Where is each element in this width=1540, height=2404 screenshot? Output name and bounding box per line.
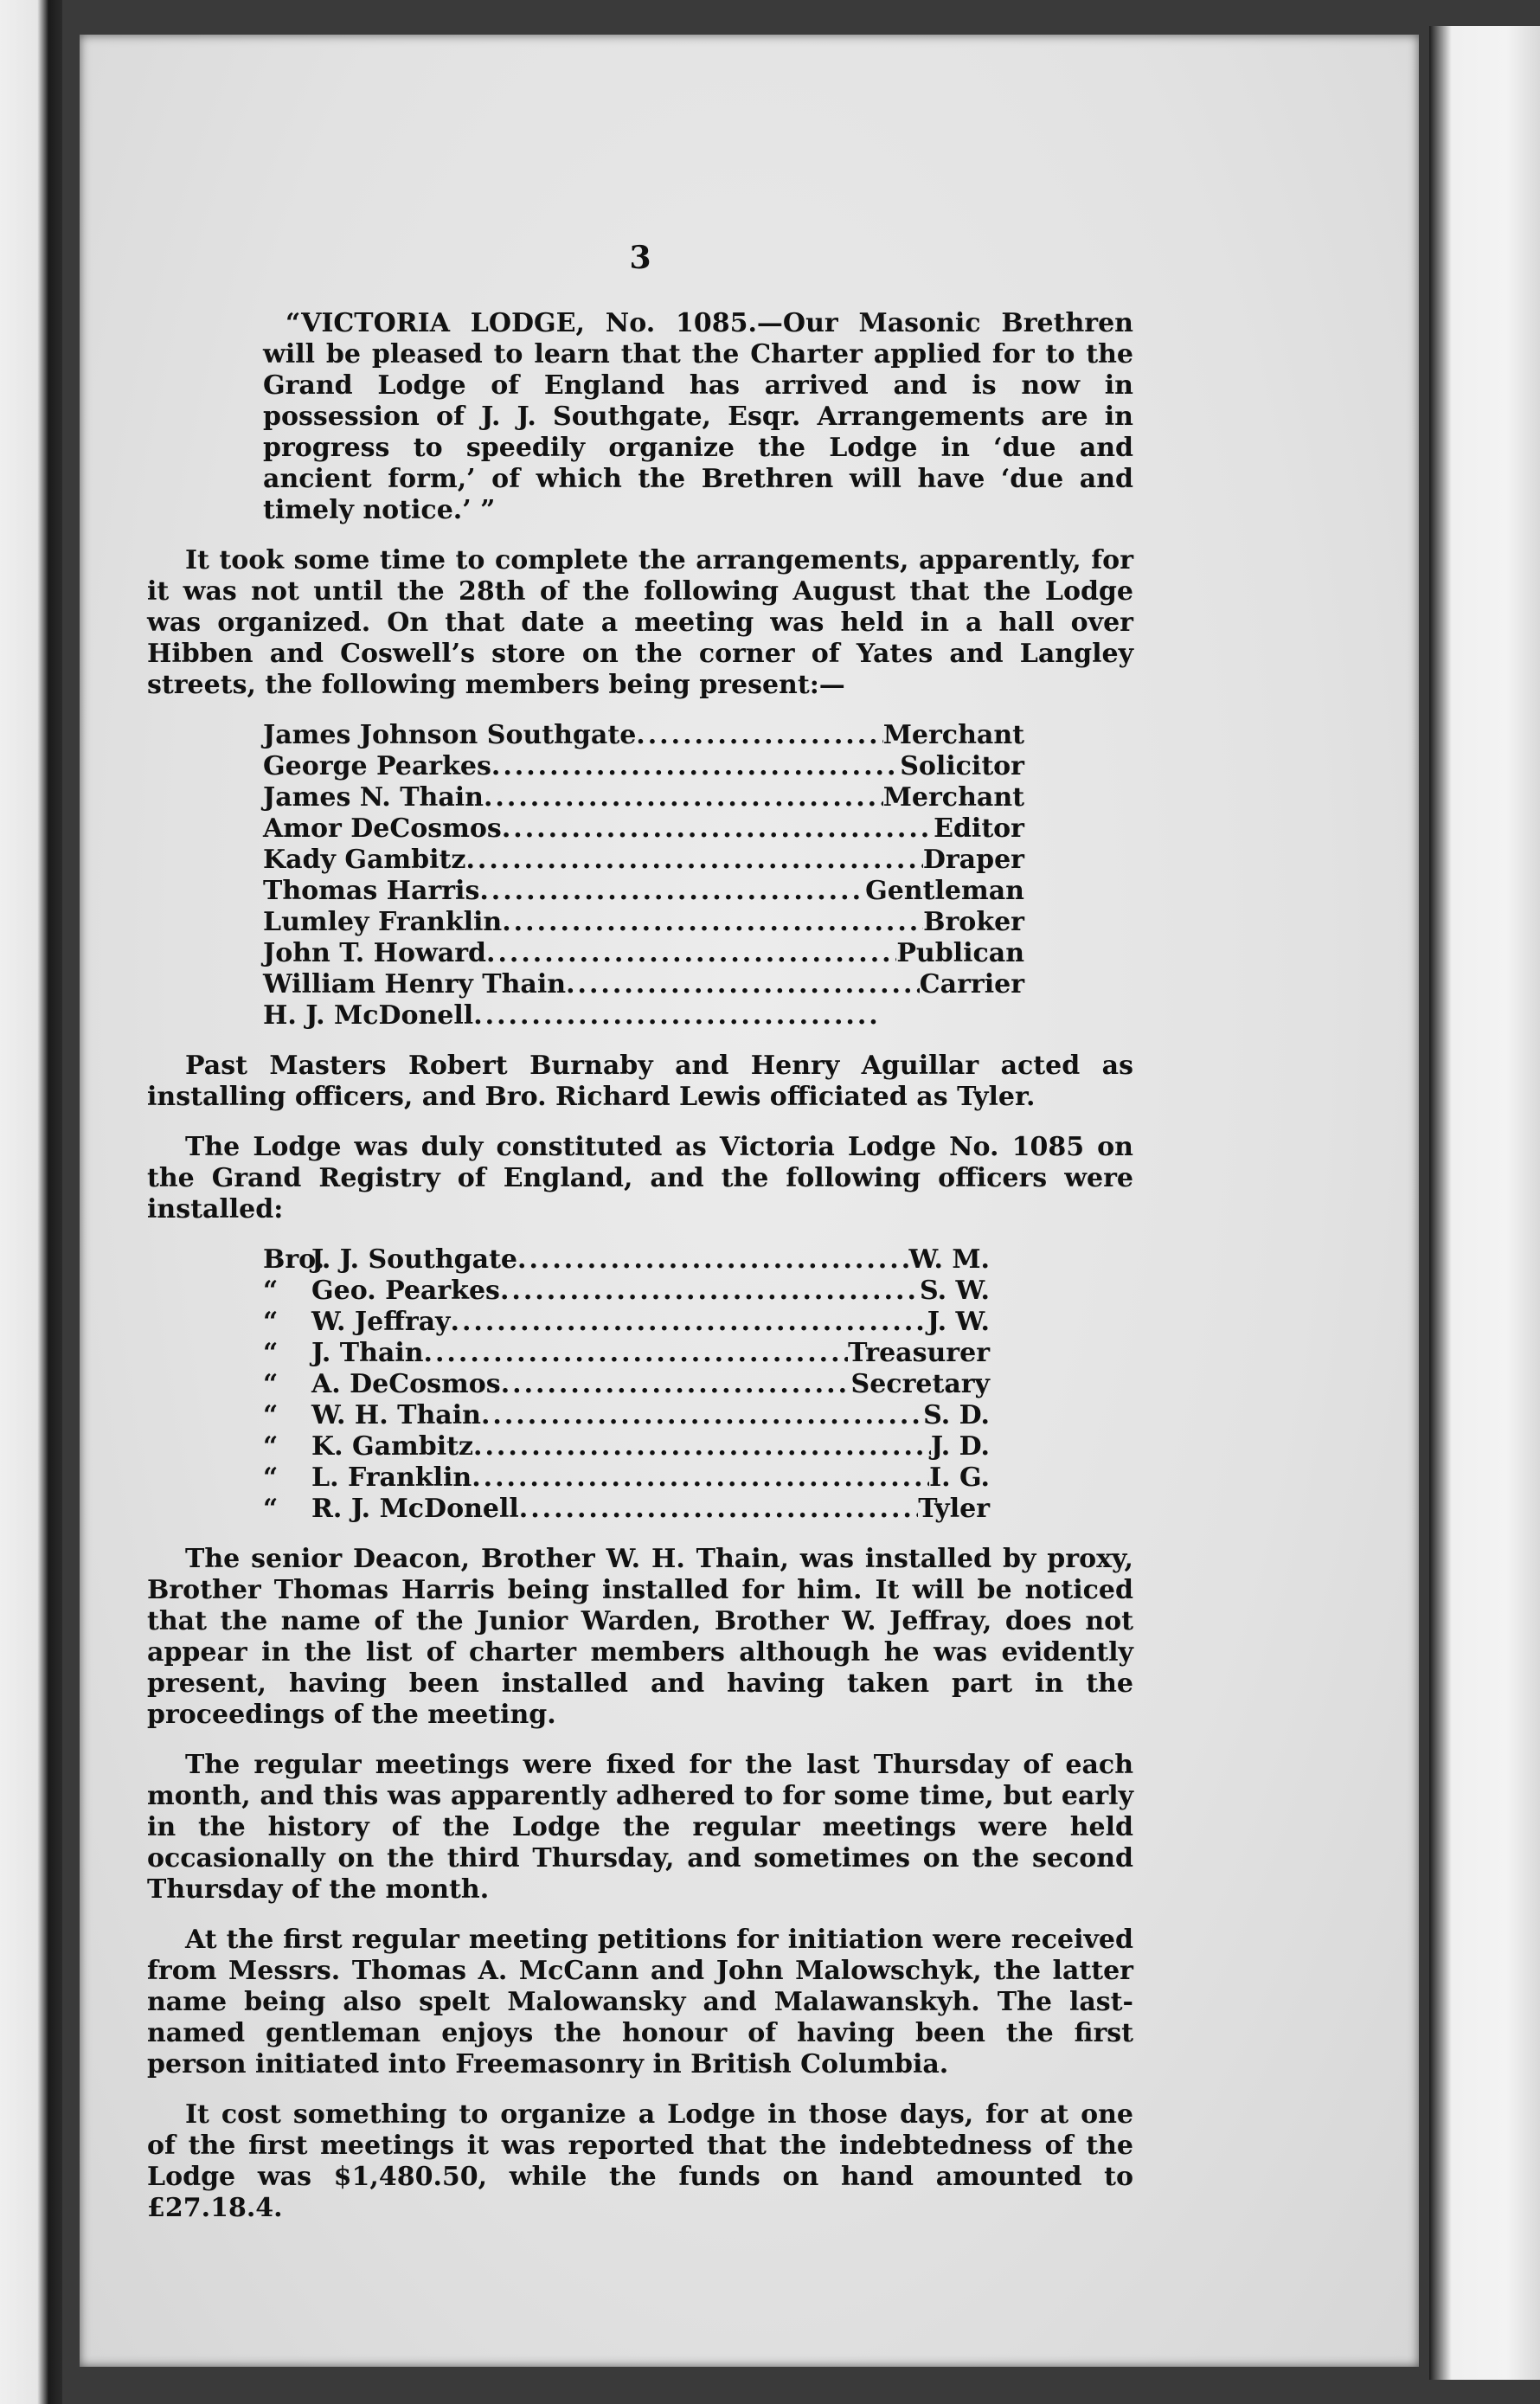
page-number: 3 bbox=[629, 240, 651, 276]
paragraph-installing-officers: Past Masters Robert Burnaby and Henry Aguillar acted as installing officers, and Bro. Richard Lewis officiated as Tyler. bbox=[147, 1051, 1133, 1112]
list-item bbox=[263, 969, 1024, 1000]
member-occupation: Draper bbox=[922, 845, 1024, 875]
member-occupation: Carrier bbox=[919, 969, 1024, 1000]
list-item bbox=[263, 1369, 990, 1400]
dot-leader bbox=[481, 1400, 923, 1431]
list-item bbox=[263, 1276, 990, 1307]
list-item bbox=[263, 1494, 990, 1525]
member-name: William Henry Thain bbox=[263, 969, 567, 1000]
officer-prefix: “ bbox=[263, 1369, 279, 1399]
dot-leader bbox=[473, 1431, 931, 1462]
officers-list bbox=[263, 1244, 990, 1525]
member-name: James Johnson Southgate bbox=[263, 720, 637, 750]
officer-office: Secretary bbox=[850, 1369, 990, 1399]
list-item bbox=[263, 813, 1024, 845]
list-item bbox=[263, 1400, 990, 1431]
officer-prefix: “ bbox=[263, 1462, 279, 1493]
officer-name: W. H. Thain bbox=[311, 1400, 481, 1430]
dot-leader bbox=[502, 907, 923, 938]
officer-name: K. Gambitz bbox=[311, 1431, 474, 1462]
dot-leader bbox=[500, 1276, 920, 1307]
paragraph-initiation: At the first regular meeting petitions for initiation were received from Messrs. Thomas A. McCann and John Malowschyk, the latter name being also spelt Malowansky and Malawanskyh. The last-named gentleman enjoys the honour of having been the first person initiated into Freemasonry in British Columbia. bbox=[147, 1925, 1133, 2079]
dot-leader bbox=[424, 1338, 849, 1369]
member-name: H. J. McDonell bbox=[263, 1000, 474, 1031]
dot-leader bbox=[486, 938, 896, 969]
dot-leader bbox=[491, 751, 900, 782]
dot-leader bbox=[501, 1369, 851, 1400]
list-item bbox=[263, 1462, 990, 1494]
member-occupation: Publican bbox=[896, 938, 1024, 968]
officer-prefix: “ bbox=[263, 1276, 279, 1306]
officer-prefix: “ bbox=[263, 1400, 279, 1430]
officer-name: A. DeCosmos bbox=[311, 1369, 501, 1399]
officer-name: W. Jeffray bbox=[311, 1307, 451, 1337]
members-list bbox=[263, 720, 1024, 1032]
officer-office: J. W. bbox=[927, 1307, 990, 1337]
officer-office: J. D. bbox=[930, 1431, 990, 1462]
list-item bbox=[263, 1338, 990, 1369]
list-item bbox=[263, 1431, 990, 1462]
dot-leader bbox=[566, 969, 920, 1000]
member-name: Lumley Franklin bbox=[263, 907, 503, 937]
list-item bbox=[263, 751, 1024, 782]
scan-right-margin bbox=[1429, 26, 1540, 2380]
member-name: John T. Howard bbox=[263, 938, 487, 968]
member-name: Amor DeCosmos bbox=[263, 813, 502, 844]
dot-leader bbox=[636, 720, 882, 751]
officer-office: Tyler bbox=[918, 1494, 990, 1524]
officer-name: L. Franklin bbox=[311, 1462, 472, 1493]
quote-paragraph: “VICTORIA LODGE, No. 1085.—Our Masonic Brethren will be pleased to learn that the Charter applied for to the Grand Lodge of England has arrived and is now in possession of J. J. Southgate, Esqr. Arrangements are in progress to speedily organize the Lodge in ‘due and ancient form,’ of which the Brethren will have ‘due and timely notice.’ ” bbox=[263, 308, 1133, 525]
paragraph-senior-deacon: The senior Deacon, Brother W. H. Thain, was installed by proxy, Brother Thomas Harris being installed for him. It will be noticed that the name of the Junior Warden, Brother W. Jeffray, does not appear in the list of charter members although he was evidently present, having been installed and having taken part in the proceedings of the meeting. bbox=[147, 1544, 1133, 1730]
list-item bbox=[263, 907, 1024, 938]
list-item bbox=[263, 782, 1024, 813]
member-name: Thomas Harris bbox=[263, 876, 480, 906]
officer-name: R. J. McDonell bbox=[311, 1494, 519, 1524]
member-name: James N. Thain bbox=[263, 782, 484, 813]
list-item bbox=[263, 1000, 877, 1032]
officer-office: S. W. bbox=[920, 1276, 990, 1306]
member-occupation: Editor bbox=[934, 813, 1024, 844]
officer-name: J. J. Southgate bbox=[311, 1244, 518, 1275]
member-occupation: Merchant bbox=[882, 720, 1024, 750]
list-item bbox=[263, 720, 1024, 751]
dot-leader bbox=[472, 1462, 929, 1494]
member-name: Kady Gambitz bbox=[263, 845, 466, 875]
list-item bbox=[263, 1244, 990, 1276]
officer-office: S. D. bbox=[923, 1400, 990, 1430]
list-item bbox=[263, 1307, 990, 1338]
member-occupation: Solicitor bbox=[900, 751, 1024, 781]
member-occupation: Merchant bbox=[882, 782, 1024, 813]
member-name: George Pearkes bbox=[263, 751, 491, 781]
dot-leader bbox=[502, 813, 934, 845]
list-item bbox=[263, 876, 1024, 907]
dot-leader bbox=[517, 1244, 908, 1276]
officer-prefix: Bro. bbox=[263, 1244, 325, 1275]
dot-leader bbox=[479, 876, 865, 907]
dot-leader bbox=[519, 1494, 918, 1525]
dot-leader bbox=[473, 1000, 877, 1032]
list-item bbox=[263, 938, 1024, 969]
paragraph-funds: It cost something to organize a Lodge in those days, for at one of the first meetings it was reported that the indebtedness of the Lodge was $1,480.50, while the funds on hand amounted to £27.18.4. bbox=[147, 2099, 1133, 2223]
officer-prefix: “ bbox=[263, 1431, 279, 1462]
paragraph-arrangements: It took some time to complete the arrangements, apparently, for it was not until the 28th of the following August that the Lodge was organized. On that date a meeting was held in a hall over Hibben and Coswell’s store on the corner of Yates and Langley streets, the following members being present:— bbox=[147, 545, 1133, 700]
officer-office: I. G. bbox=[929, 1462, 990, 1493]
member-occupation: Broker bbox=[923, 907, 1024, 937]
member-occupation: Gentleman bbox=[865, 876, 1024, 906]
paragraph-regular-meetings: The regular meetings were fixed for the last Thursday of each month, and this was apparently adhered to for some time, but early in the history of the Lodge the regular meetings were held occasionally on the third Thursday, and sometimes on the second Thursday of the month. bbox=[147, 1750, 1133, 1905]
officer-office: W. M. bbox=[908, 1244, 990, 1275]
list-item bbox=[263, 845, 1024, 876]
scan-left-margin bbox=[0, 0, 62, 2404]
officer-prefix: “ bbox=[263, 1338, 279, 1368]
officer-name: J. Thain bbox=[311, 1338, 424, 1368]
dot-leader bbox=[451, 1307, 927, 1338]
officer-prefix: “ bbox=[263, 1494, 279, 1524]
paragraph-constitution: The Lodge was duly constituted as Victoria Lodge No. 1085 on the Grand Registry of England, and the following officers were installed: bbox=[147, 1132, 1133, 1224]
officer-office: Treasurer bbox=[848, 1338, 990, 1368]
dot-leader bbox=[465, 845, 922, 876]
page-text bbox=[147, 242, 1133, 2243]
officer-name: Geo. Pearkes bbox=[311, 1276, 500, 1306]
officer-prefix: “ bbox=[263, 1307, 279, 1337]
dot-leader bbox=[484, 782, 883, 813]
